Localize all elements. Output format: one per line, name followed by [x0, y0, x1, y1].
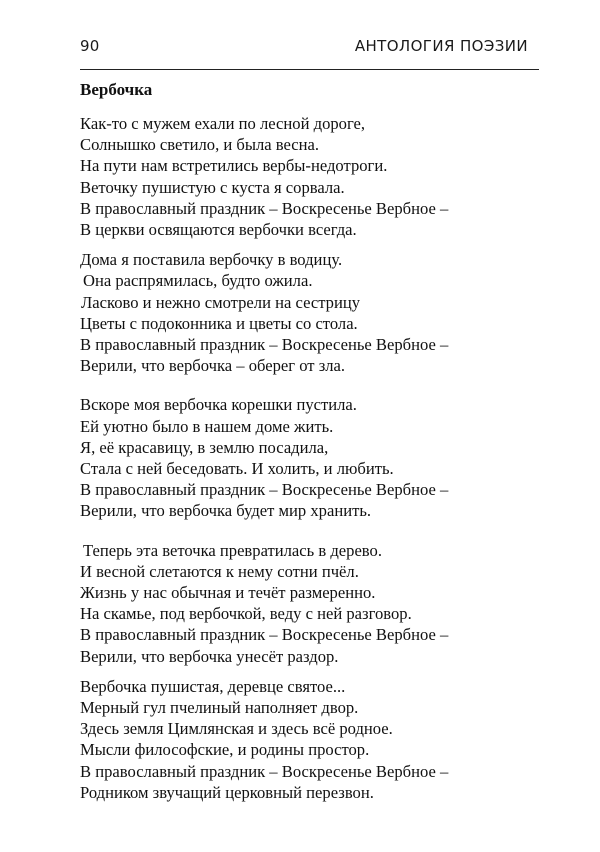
- poem-line: Верили, что вербочка будет мир хранить.: [80, 501, 372, 521]
- page-number: 90: [80, 37, 100, 55]
- poem-line: Здесь земля Цимлянская и здесь всё родное.: [80, 719, 393, 739]
- poem-line: Вербочка пушистая, деревце святое...: [80, 676, 346, 696]
- poem-line: На пути нам встретились вербы-недотроги.: [80, 156, 388, 176]
- poem-line: И весной слетаются к нему сотни пчёл.: [80, 561, 359, 581]
- header-rule: [80, 69, 539, 70]
- poem-line: Солнышко светило, и была весна.: [80, 135, 320, 155]
- poem-line: Жизнь у нас обычная и течёт размеренно.: [80, 583, 376, 603]
- poem-title: Вербочка: [80, 80, 153, 99]
- poem-body: [80, 113, 540, 803]
- poem-line: В православный праздник – Воскресенье Вербное –: [80, 480, 449, 500]
- poem-line: Мысли философские, и родины простор.: [80, 740, 370, 760]
- poem-line: В православный праздник – Воскресенье Вербное –: [80, 198, 449, 218]
- stanza-3: [80, 394, 540, 521]
- poem-line: Вскоре моя вербочка корешки пустила.: [80, 395, 357, 415]
- poem-line: Ласково и нежно смотрели на сестрицу: [81, 292, 361, 312]
- poem-line: На скамье, под вербочкой, веду с ней разговор.: [80, 604, 412, 624]
- poem-line: Родником звучащий церковный перезвон.: [80, 782, 374, 802]
- poem-line: Веточку пушистую с куста я сорвала.: [80, 177, 345, 197]
- stanza-5: [80, 676, 540, 803]
- poem-line: Ей уютно было в нашем доме жить.: [80, 416, 334, 436]
- poem-line: В православный праздник – Воскресенье Вербное –: [80, 761, 449, 781]
- stanza-2: [80, 249, 540, 376]
- poem-line: Дома я поставила вербочку в водицу.: [80, 250, 343, 270]
- poem-line: Я, её красавицу, в землю посадила,: [80, 437, 329, 457]
- poem-line: Как-то с мужем ехали по лесной дороге,: [80, 114, 366, 133]
- poem-line: Цветы с подоконника и цветы со стола.: [80, 313, 358, 333]
- poem-line: Верили, что вербочка – оберег от зла.: [80, 356, 346, 376]
- poem-line: Верили, что вербочка унесёт раздор.: [80, 646, 339, 666]
- poem-line: Мерный гул пчелиный наполняет двор.: [80, 698, 359, 718]
- poem-line: В православный праздник – Воскресенье Вербное –: [80, 335, 449, 355]
- poem-line: Она распрямилась, будто ожила.: [83, 271, 313, 291]
- stanza-1: [80, 113, 540, 240]
- poem-line: Теперь эта веточка превратилась в дерево.: [83, 540, 382, 560]
- running-header-title: АНТОЛОГИЯ ПОЭЗИИ: [354, 37, 528, 55]
- poem-line: В православный праздник – Воскресенье Вербное –: [80, 625, 449, 645]
- poem-line: В церкви освящаются вербочки всегда.: [80, 220, 357, 240]
- stanza-4: [80, 540, 540, 667]
- poem-line: Стала с ней беседовать. И холить, и любить.: [80, 459, 394, 479]
